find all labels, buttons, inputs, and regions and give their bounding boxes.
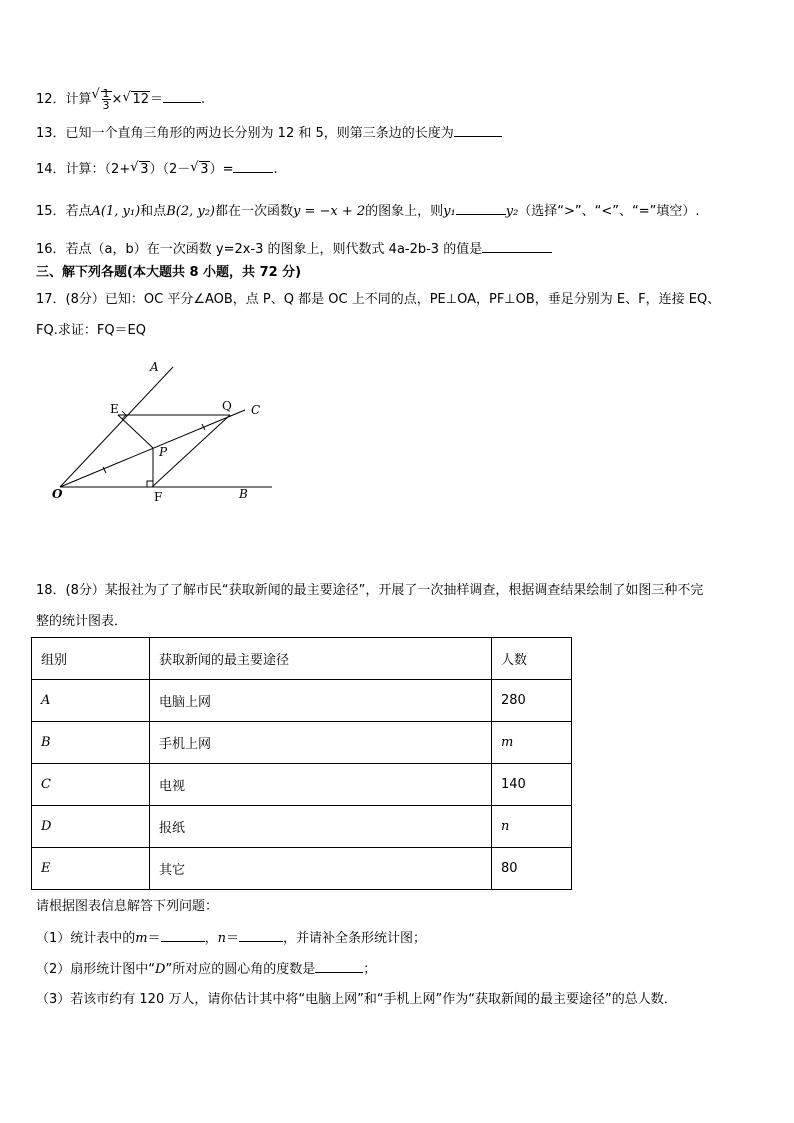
question-14 (36, 160, 278, 179)
right-angle-f (147, 481, 153, 487)
question-15 (36, 202, 700, 221)
q18-sub1-n: n (217, 931, 227, 946)
question-16 (36, 240, 552, 259)
question-12 (36, 88, 205, 111)
q15-point-a: A(1, y₁) (91, 204, 141, 219)
label-q: Q (222, 399, 232, 413)
table-cell-group: B (32, 722, 150, 764)
table-cell-count: 80 (492, 848, 572, 890)
q16-answer-blank[interactable] (482, 240, 552, 253)
table-cell-channel: 电视 (150, 764, 492, 806)
label-c: C (251, 403, 261, 417)
table-cell-channel: 其它 (150, 848, 492, 890)
table-row (32, 848, 572, 890)
label-f: F (154, 490, 163, 504)
table-header-cell: 组别 (32, 638, 150, 680)
q18-n-blank[interactable] (239, 929, 283, 942)
q15-answer-blank[interactable] (456, 202, 506, 215)
section-3-title: 三、解下列各题(本大题共 8 小题，共 72 分) (36, 265, 302, 280)
q16-text: 16．若点（a，b）在一次函数 y=2x-3 的图象上，则代数式 4a-2b-3 的值是 (36, 242, 483, 257)
q18-sub-1 (36, 929, 426, 948)
q18-sub1-prefix: （1）统计表中的 (36, 931, 136, 946)
q13-answer-blank[interactable] (454, 124, 502, 137)
q14-answer-blank[interactable] (233, 160, 273, 173)
table-row (32, 680, 572, 722)
q14-mid: ）（2－ (149, 162, 191, 177)
table-cell-group: D (32, 806, 150, 848)
q14-end: . (273, 162, 278, 177)
q12-answer-blank[interactable] (163, 90, 201, 103)
table-header-cell: 人数 (492, 638, 572, 680)
q18-sub2-prefix: （2）扇形统计图中“ (36, 962, 156, 977)
q18-sub2-end: ； (363, 962, 377, 977)
table-cell-channel: 手机上网 (150, 722, 492, 764)
q18-sub-2 (36, 960, 376, 979)
q18-sub1-eq2: ＝ (226, 931, 240, 946)
q18-angle-blank[interactable] (315, 960, 363, 973)
segment-pe (118, 415, 153, 448)
q18-sub1-m: m (135, 931, 148, 946)
label-p: P (159, 445, 168, 459)
q18-sub2-d: D (155, 962, 166, 977)
q15-and: 和点 (140, 204, 167, 219)
q15-y2: y₂ (505, 204, 519, 219)
table-cell-channel: 报纸 (150, 806, 492, 848)
q18-m-blank[interactable] (161, 929, 205, 942)
q15-mid: 都在一次函数 (214, 204, 293, 219)
table-header-row (32, 638, 572, 680)
q12-times: × (111, 92, 123, 107)
q15-y1: y₁ (443, 204, 456, 219)
q18-sub1-sep: ， (204, 931, 218, 946)
q18-sub2-middle: ”所对应的圆心角的度数是 (165, 962, 316, 977)
q13-text: 13．已知一个直角三角形的两边长分别为 12 和 5，则第三条边的长度为 (36, 126, 454, 141)
label-o: O (52, 487, 63, 501)
q14-prefix: 14．计算：（2+ (36, 162, 131, 177)
label-b: B (239, 487, 248, 501)
table-cell-group: C (32, 764, 150, 806)
q18-sub-3: （3）若该市约有 120 万人，请你估计其中将“电脑上网”和“手机上网”作为“获取新闻的最主要途径”的总人数． (36, 992, 677, 1007)
ray-oa (60, 367, 173, 487)
table-row (32, 764, 572, 806)
q12-eq: ＝ (150, 92, 164, 107)
table-header-cell: 获取新闻的最主要途径 (150, 638, 492, 680)
q12-sqrt-fraction: √ $\frac{1}{3}$ (91, 87, 110, 112)
question-13 (36, 124, 502, 143)
q14-suffix: ）= (209, 162, 234, 177)
table-cell-count: 280 (492, 680, 572, 722)
q15-point-b: B(2, y₂) (166, 204, 215, 219)
table-row (32, 806, 572, 848)
q12-frac-den: 3 (102, 99, 110, 112)
table-cell-count: m (492, 722, 572, 764)
table-cell-group: E (32, 848, 150, 890)
q18-instruction: 请根据图表信息解答下列问题： (36, 899, 219, 914)
q12-end: . (201, 92, 206, 107)
table-cell-count: n (492, 806, 572, 848)
q15-function: y = −x + 2 (293, 204, 366, 219)
label-a: A (150, 360, 159, 374)
q12-frac-num: 1 (102, 87, 110, 100)
table-cell-count: 140 (492, 764, 572, 806)
table-row (32, 722, 572, 764)
label-e: E (110, 402, 119, 416)
q18-sub1-suffix: ，并请补全条形统计图； (283, 931, 427, 946)
table-cell-group: A (32, 680, 150, 722)
q12-prefix: 12．计算 (36, 92, 92, 107)
q18-sub1-eq1: ＝ (147, 931, 161, 946)
q17-line-2: FQ.求证：FQ＝EQ (36, 323, 146, 338)
table-cell-channel: 电脑上网 (150, 680, 492, 722)
q14-sqrt-1: √ 3 (130, 160, 149, 177)
q15-suffix: （选择“>”、“<”、“=”填空）. (518, 204, 700, 219)
q17-line-1: 17．(8分）已知：OC 平分∠AOB，点 P、Q 都是 OC 上不同的点，PE⊥OA，PF⊥OB，垂足分别为 E、F，连接 EQ、 (36, 292, 721, 307)
q12-sqrt-12: √ 12 (122, 90, 149, 107)
q14-sqrt-2: √ 3 (190, 160, 209, 177)
q18-line-1: 18．(8分）某报社为了了解市民“获取新闻的最主要途径”，开展了一次抽样调查，根据调查结果绘制了如图三种不完 (36, 583, 704, 598)
q17-geometry-figure (40, 355, 290, 510)
q18-line-2: 整的统计图表． (36, 614, 128, 629)
q15-prefix: 15．若点 (36, 204, 92, 219)
q18-stats-table (31, 637, 572, 890)
q15-mid2: 的图象上，则 (365, 204, 444, 219)
